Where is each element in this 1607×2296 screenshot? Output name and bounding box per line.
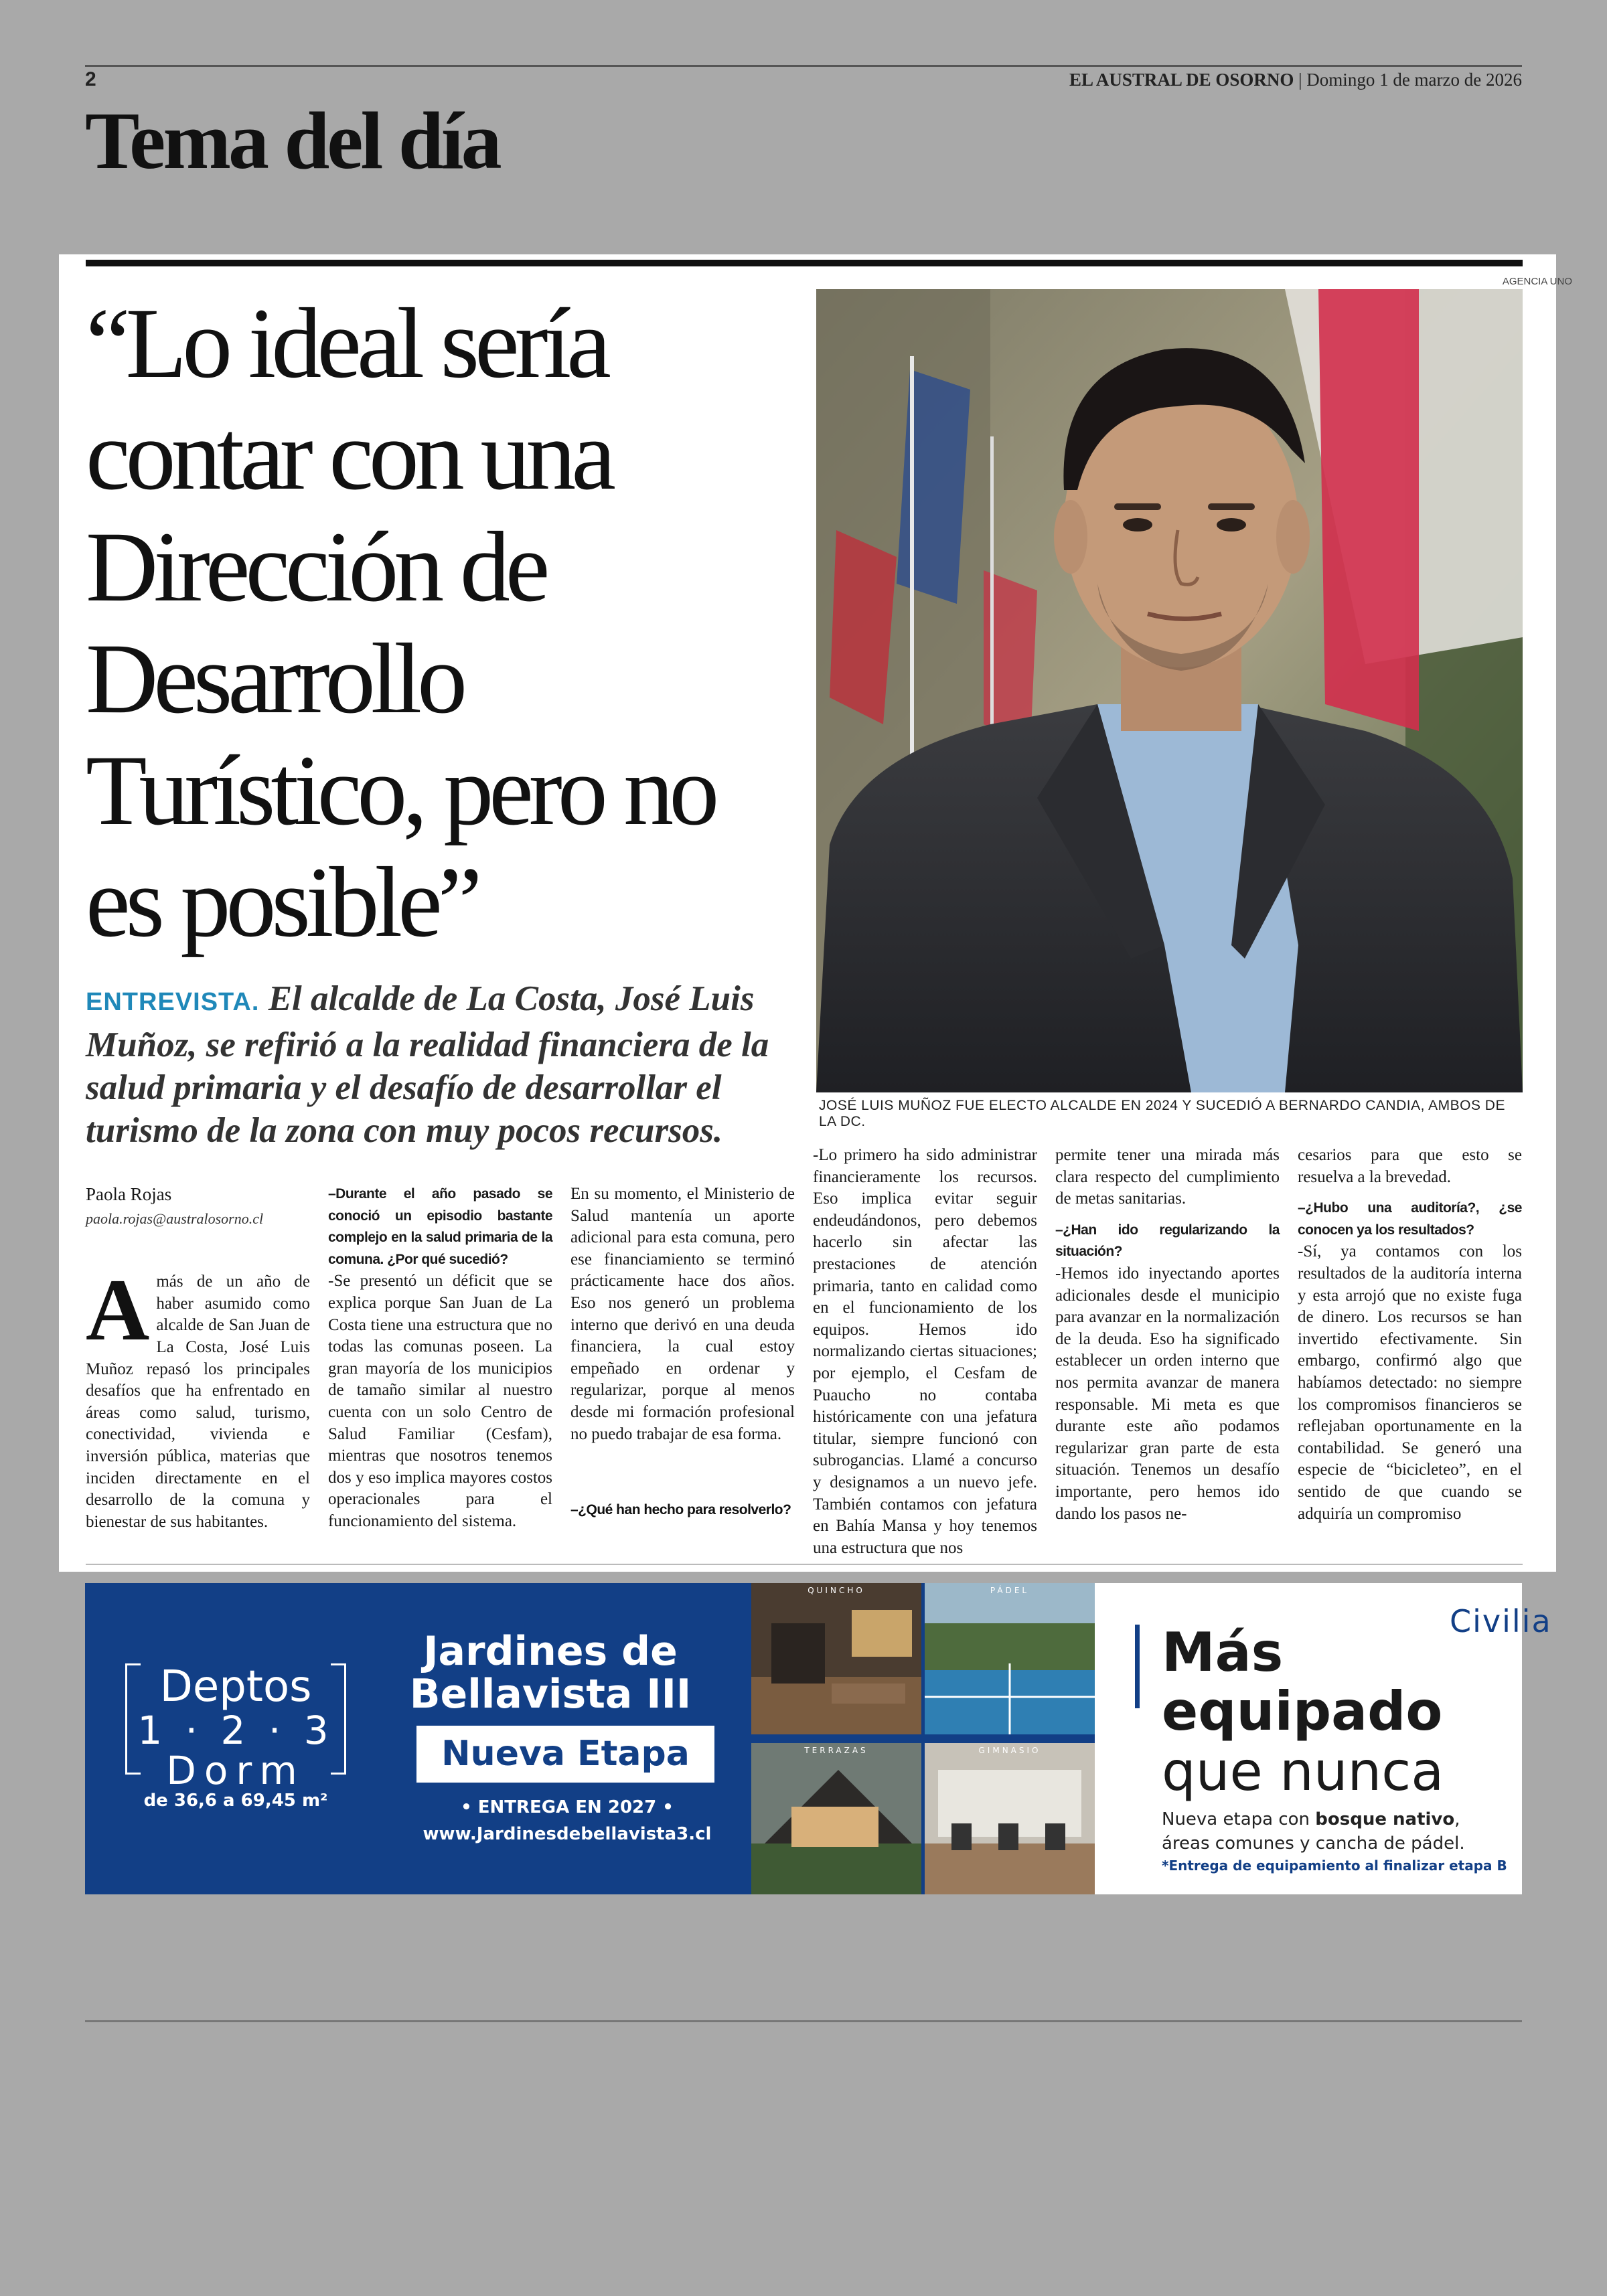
column-5-text: permite tener una mirada más clara respecto del cumplimiento de metas sanitarias.: [1055, 1146, 1280, 1208]
ad-slogan-line-2: equipado: [1162, 1680, 1443, 1742]
page-number: 2: [85, 68, 96, 90]
ad-photo-terrazas: [751, 1743, 921, 1894]
ad-deptos-label: Deptos: [159, 1662, 312, 1712]
photo-credit: AGENCIA UNO: [1502, 276, 1572, 287]
ad-slogan-line-1: Más: [1162, 1621, 1284, 1684]
answer-1: -Se presentó un déficit que se explica porque San Juan de La Costa tiene una estructura que no todas las comunas poseen. La gran mayoría de los municipios de tamaño similar al nuestro cuenta con un solo Centro de Salud Familiar (Cesfam), mientras que nosotros tenemos dos y eso implica mayores costos operacionales para el funcionamiento del sistema.: [328, 1272, 552, 1530]
author-email: paola.rojas@australosorno.cl: [86, 1210, 264, 1227]
ad-civilia-panel[interactable]: [1095, 1583, 1552, 1894]
lead-paragraph: [86, 977, 822, 1152]
portrait-photo-illustration: [816, 289, 1523, 1092]
masthead: [1069, 70, 1522, 90]
ad-website-link[interactable]: www.Jardinesdebellavista3.cl: [423, 1824, 712, 1844]
ad-stage-badge: Nueva Etapa: [416, 1726, 714, 1783]
question-3: –¿Han ido regularizando la situación?: [1055, 1222, 1280, 1260]
ad-slogan-bold: [1162, 1623, 1442, 1741]
ad-description: Nueva etapa con bosque nativo, áreas comunes y cancha de pádel.: [1162, 1809, 1465, 1854]
question-4: –¿Hubo una auditoría?, ¿se conocen ya los resultados?: [1298, 1200, 1522, 1238]
ad-label-padel: PÁDEL: [990, 1586, 1030, 1595]
answer-2: -Lo primero ha sido administrar financieramente los recursos. Eso implica evitar seguir endeudándonos, pero debemos hacerlo sin afectar las prestaciones de atención primaria, tanto en calidad como en el funcionamiento de los equipos. Hemos ido normalizando ciertas situaciones; por ejemplo, el Cesfam de Puaucho no contaba históricamente con una jefatura titular, siempre funcionó con subrogancias. Llamé a concurso y designamos a un nuevo jefe. También contamos con jefatura en Bahía Mansa y hoy tenemos una estructura que nos: [813, 1146, 1037, 1557]
author-name: Paola Rojas: [86, 1184, 172, 1204]
body-column-6: [1298, 1145, 1522, 1525]
civilia-logo: Civilia: [1450, 1603, 1552, 1639]
ad-photo-padel: [925, 1583, 1095, 1734]
body-column-2: [328, 1183, 552, 1533]
ad-label-quincho: QUINCHO: [808, 1586, 865, 1595]
article-bottom-rule: [86, 1564, 1523, 1565]
answer-4: -Sí, ya contamos con los resultados de la auditoría interna y esta arrojó que no existe fuga de dinero. Los recursos se han invertido efectivamente. Sin embargo, confirmó algo que habíamos detectado: no siempre los compromisos financieros se reflejaban oportunamente en la contabilidad. Se generó una especie de “bicicleteo”, en el sentido de que cuando se adquiría un compromiso: [1298, 1242, 1522, 1523]
body-column-3: [570, 1183, 795, 1445]
advertisement[interactable]: [85, 1583, 1552, 1894]
ad-dorm: Dorm: [166, 1748, 305, 1793]
kicker: ENTREVISTA.: [86, 988, 260, 1016]
column-3-text: En su momento, el Ministerio de Salud mantenía un aporte adicional para esta comuna, pero ese financiamiento se terminó prácticamente hace dos años. Eso nos generó un problema interno que derivó en una deuda financiera, la cual estoy empeñado en ordenar y regularizar, porque al menos desde mi formación profesional no puedo trabajar de esa forma.: [570, 1185, 795, 1443]
slogan-bar: [1135, 1625, 1140, 1708]
column-6-text: cesarios para que esto se resuelva a la brevedad.: [1298, 1146, 1522, 1186]
page-bottom-rule: [85, 2020, 1522, 2022]
body-column-4: [813, 1145, 1037, 1559]
header-rule: [85, 65, 1522, 67]
ad-rooms: 1 · 2 · 3: [137, 1708, 334, 1753]
ad-photo-gimnasio: [925, 1743, 1095, 1894]
lead-text: El alcalde de La Costa, José Luis Muñoz, se refirió a la realidad financiera de la salud primaria y el desafío de desarrollar el turismo de la zona con muy pocos recursos.: [86, 979, 769, 1150]
ad-project-line-2: Bellavista III: [409, 1671, 692, 1718]
headline: “Lo ideal sería contar con una Dirección de Desarrollo Turístico, pero no es posible”: [86, 288, 715, 958]
body-column-5: [1055, 1145, 1280, 1525]
ad-deptos-block: [125, 1662, 346, 1811]
section-title: Tema del día: [85, 96, 500, 186]
article-top-rule: [86, 260, 1523, 266]
drop-cap: A: [86, 1260, 150, 1360]
question-1: –Durante el año pasado se conoció un episodio bastante complejo en la salud primaria de la comuna. ¿Por qué sucedió?: [328, 1186, 552, 1267]
body-column-1: [86, 1183, 310, 1533]
ad-delivery: • ENTREGA EN 2027 •: [461, 1797, 674, 1817]
photo-caption: JOSÉ LUIS MUÑOZ FUE ELECTO ALCALDE EN 2024 Y SUCEDIÓ A BERNARDO CANDIA, AMBOS DE LA DC.: [819, 1098, 1505, 1129]
issue-date: | Domingo 1 de marzo de 2026: [1298, 70, 1522, 90]
ad-footnote: *Entrega de equipamiento al finalizar etapa B: [1162, 1858, 1507, 1874]
portrait-photo: [816, 289, 1523, 1092]
article: [59, 254, 1572, 1572]
ad-jardines-panel[interactable]: [85, 1583, 1095, 1894]
ad-size-range: de 36,6 a 69,45 m²: [143, 1791, 328, 1811]
ad-project-name: [400, 1630, 701, 1716]
ad-slogan-line-3: que nunca: [1162, 1740, 1444, 1803]
ad-label-terrazas: TERRAZAS: [804, 1746, 868, 1755]
ad-project-line-1: Jardines de: [423, 1628, 678, 1675]
intro-text: más de un año de haber asumido como alcalde de San Juan de La Costa, José Luis Muñoz repasó los principales desafíos que ha enfrentado en áreas como salud, turismo, conectividad, vivienda e inversión pública, materias que inciden directamente en el desarrollo de la comuna y bienestar de sus habitantes.: [86, 1273, 310, 1531]
question-2: –¿Qué han hecho para resolverlo?: [570, 1502, 791, 1518]
publication-name: EL AUSTRAL DE OSORNO: [1069, 70, 1294, 90]
ad-photo-quincho: [751, 1583, 921, 1734]
answer-3: -Hemos ido inyectando aportes adicionales desde el municipio para avanzar en la normalización de la deuda. Eso ha significado establecer un orden interno que nos permita avanzar de manera responsable. Mi meta es que durante este año podamos regularizar gran parte de esta situación. Tenemos un desafío importante, pero hemos ido dando los pasos ne-: [1055, 1264, 1280, 1523]
ad-label-gimnasio: GIMNASIO: [978, 1746, 1041, 1755]
